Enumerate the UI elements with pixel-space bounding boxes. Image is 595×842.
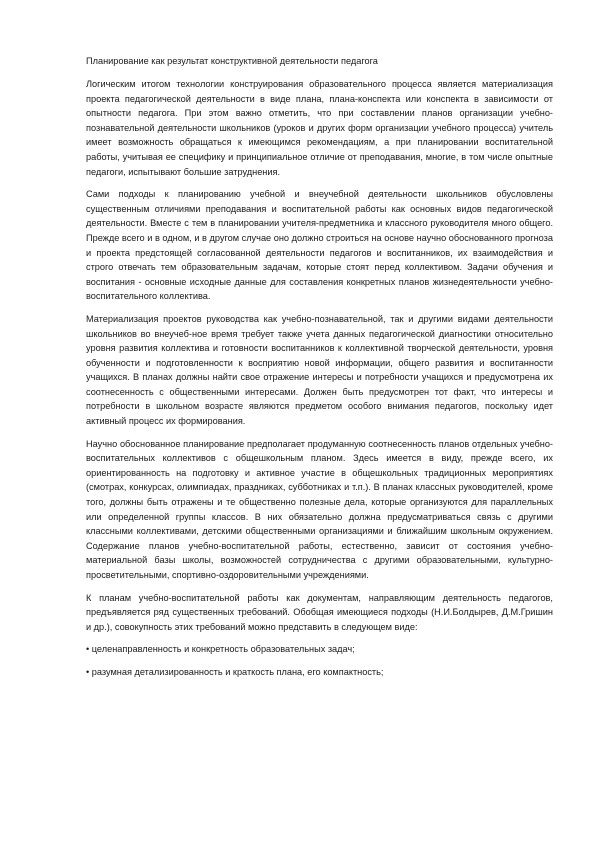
requirements-list xyxy=(86,642,553,679)
paragraph-3: Материализация проектов руководства как учебно-познавательной, так и другими видами деятельности школьников во внеучеб-ное время требует также учета данных педагогической диагностики относительно уровня развития коллектива и готовности воспитанников к коллективной творческой деятельности, уровня обученности и подготовленности к восприятию новой информации, общего развития и воспитанности учащихся. В планах должны найти свое отражение интересы и потребности учащихся и предусмотрена их соотнесенность с общественными интересами. Должен быть предусмотрен тот факт, что интересы и потребности в школьном возрасте являются предметом особого внимания педагогов, поскольку идет активный процесс их формирования. xyxy=(86,313,553,427)
paragraph-4: Научно обоснованное планирование предполагает продуманную соотнесенность планов отдельных учебно-воспитательных коллективов с общешкольным планом. Здесь имеется в виду, прежде всего, их ориентированность на подготовку и активное участие в общешкольных традиционных мероприятиях (смотрах, конкурсах, олимпиадах, праздниках, субботниках и т.п.). В планах классных руководителей, кроме того, должны быть отражены и те общественно полезные дела, которые организуются для параллельных или определенной группы классов. В них обязательно должна предусматриваться связь с другими классными коллективами, детскими общественными организациями и ближайшим школьным окружением. Содержание планов учебно-воспитательной работы, естественно, зависит от состояния учебно-материальной базы школы, возможностей сотрудничества с другими образовательными, культурно-просветительными, спортивно-оздоровительными учреждениями. xyxy=(86,438,553,580)
paragraph-5: К планам учебно-воспитательной работы как документам, направляющим деятельность педагогов, предъявляется ряд существенных требований. Обобщая имеющиеся подходы (Н.И.Болдырев, Д.М.Гришин и др.), совокупность этих требований можно представить в следующем виде: xyxy=(86,592,553,632)
paragraph-1: Логическим итогом технологии конструирования образовательного процесса является материализация проекта педагогической деятельности в виде плана, плана-конспекта или конспекта в зависимости от опытности педагога. При этом важно отметить, что при составлении планов организации учебно-познавательной деятельности школьников (уроков и других форм организации учебного процесса) учитель имеет возможность обращаться к имеющимся рекомендациям, а при планировании воспитательной работы, учитывая ее специфику и принципиальное отличие от преподавания, многие, в том числе опытные педагоги, испытывают большие затруднения. xyxy=(86,79,553,177)
document-title: Планирование как результат конструктивной деятельности педагога xyxy=(86,56,378,66)
list-item: • целенаправленность и конкретность образовательных задач; xyxy=(86,644,355,655)
list-item: • разумная детализированность и краткость плана, его компактность; xyxy=(86,666,384,677)
paragraph-2: Сами подходы к планированию учебной и внеучебной деятельности школьников обусловлены существенным отличиями преподавания и воспитательной работы как основных видов педагогической деятельности. Вместе с тем в планировании учителя-предметника и классного руководителя много общего. Прежде всего и в одном, и в другом случае оно должно строиться на основе научно обоснованного прогноза и проекта предстоящей согласованной деятельности педагогов и воспитанников, их взаимодействия и строго отвечать тем образовательным задачам, которые стоят перед коллективом. Задачи обучения и воспитания - основные исходные данные для составления конкретных планов жизнедеятельности учебно-воспитательного коллектива. xyxy=(86,189,553,302)
